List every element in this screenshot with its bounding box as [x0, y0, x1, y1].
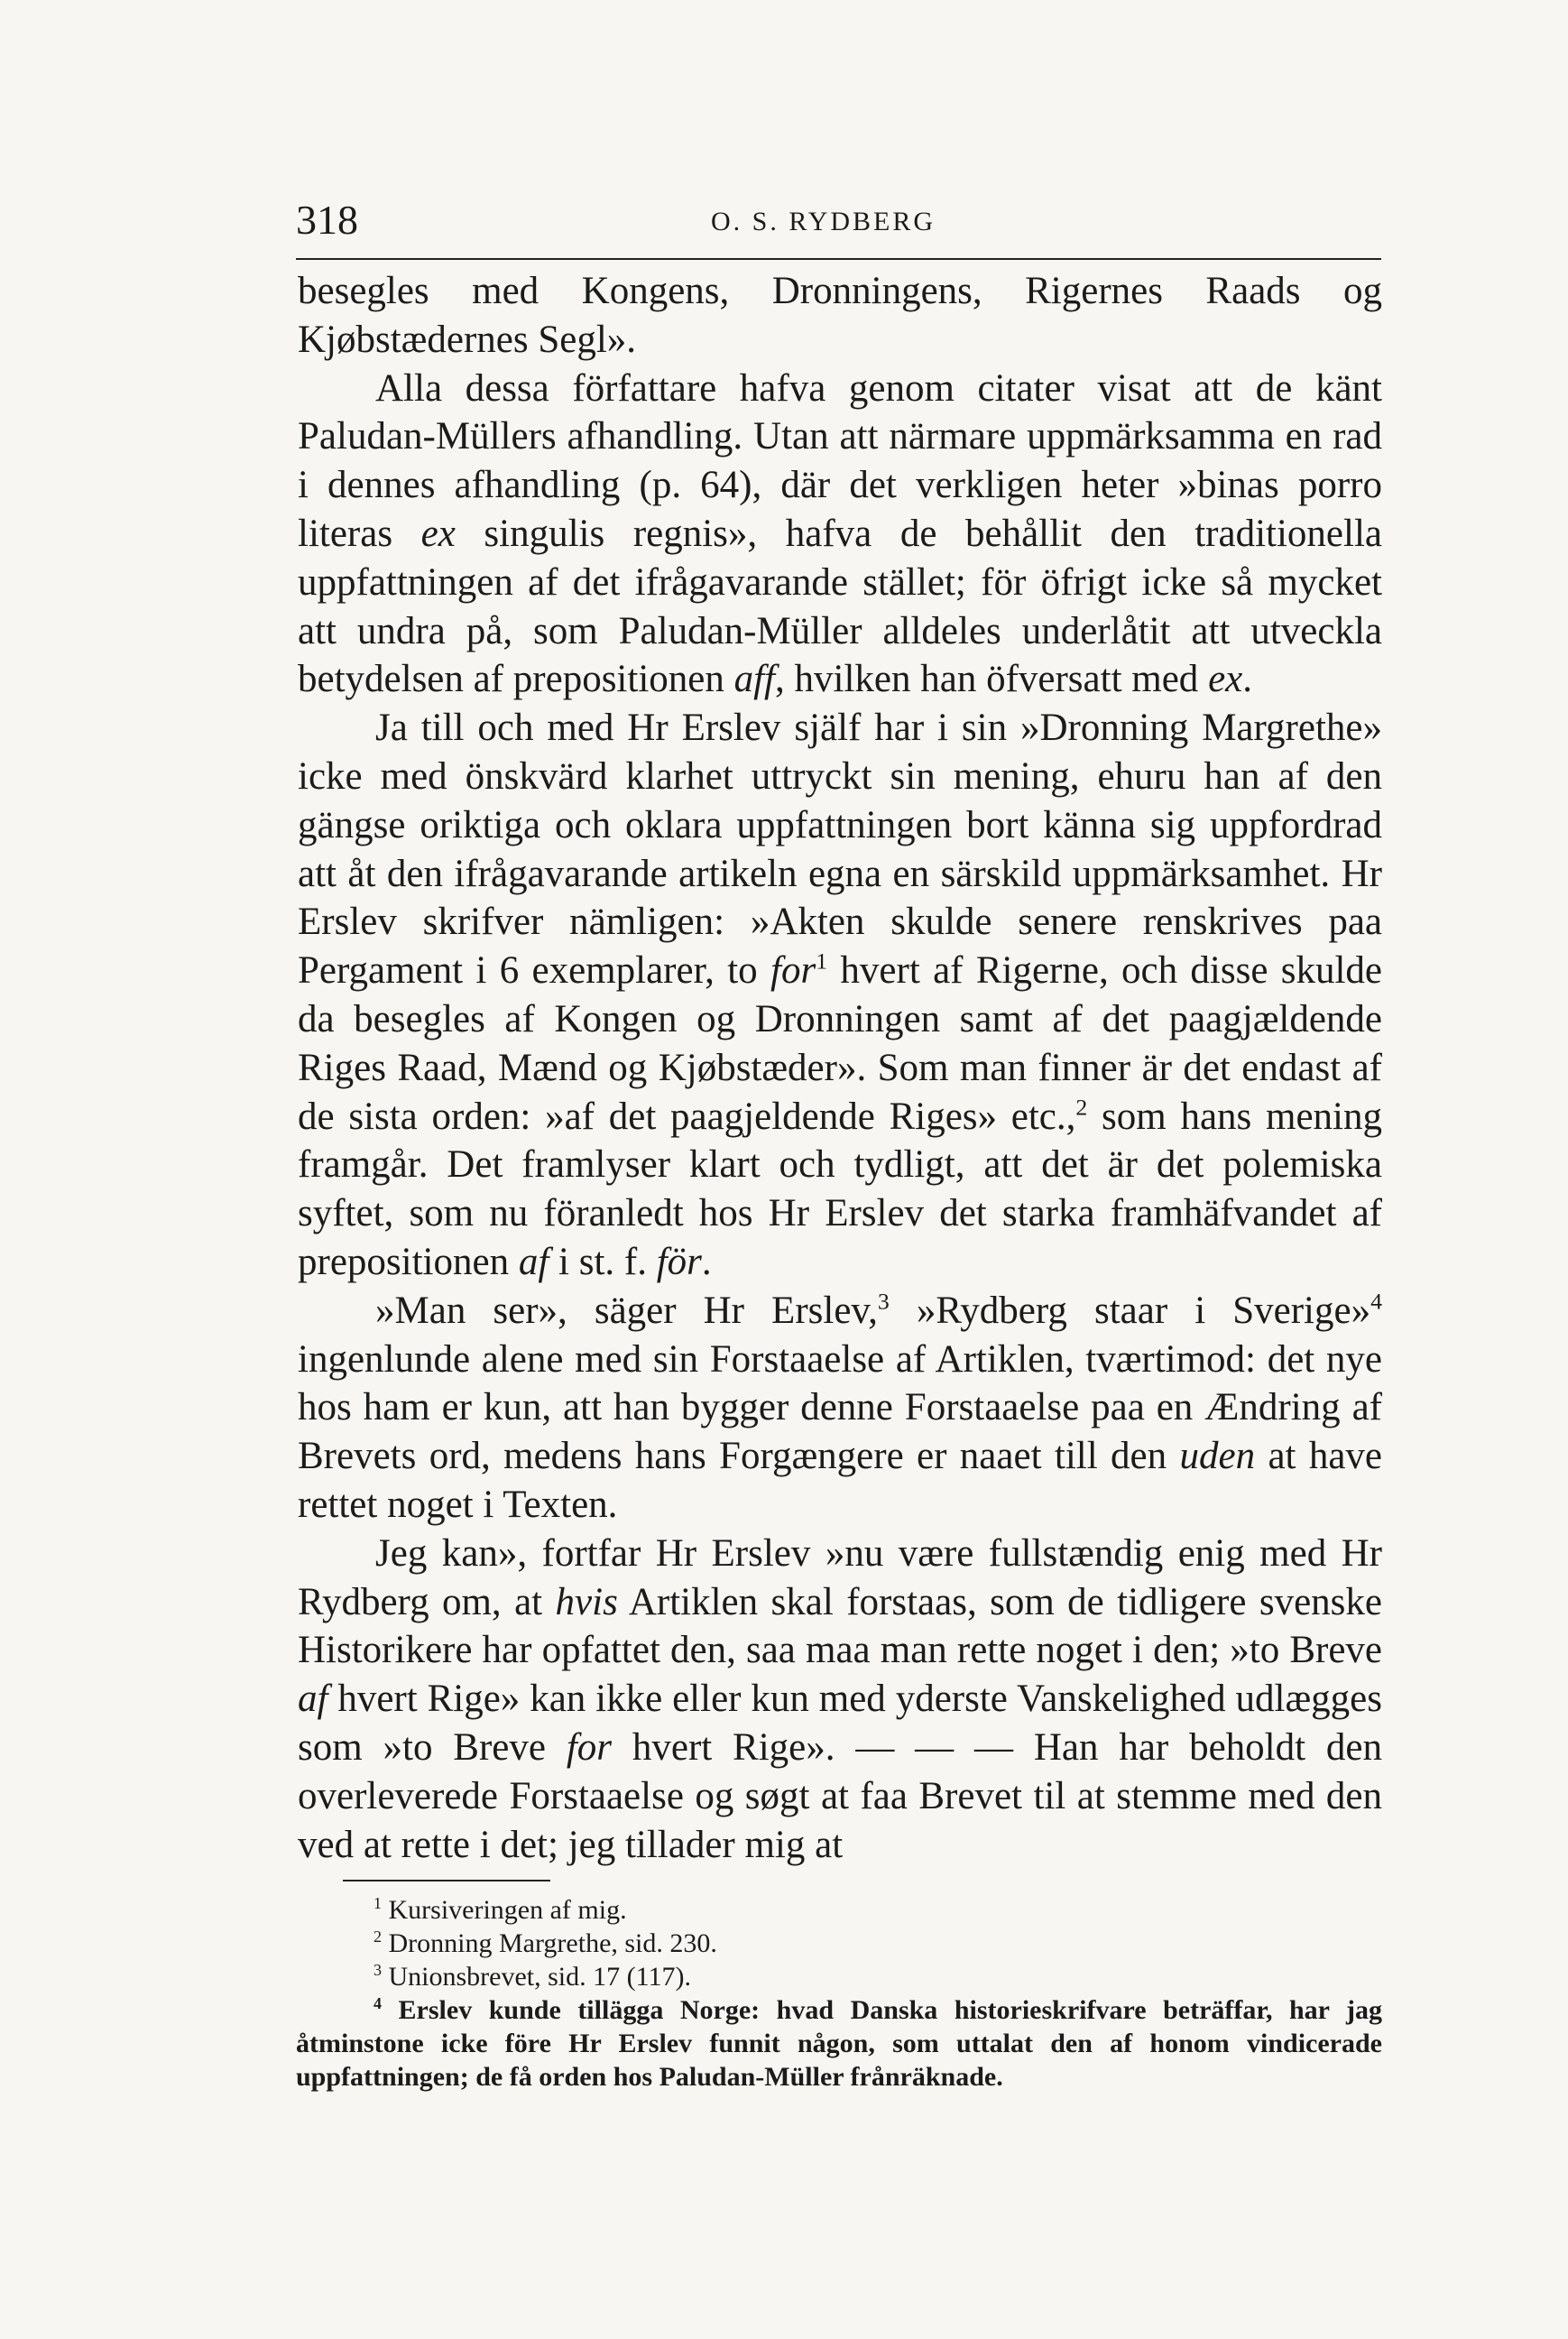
italic-term: for	[770, 949, 816, 993]
paragraph-1	[298, 267, 1382, 365]
text-run: at have rettet noget i Texten.	[298, 1435, 1383, 1526]
text-run: .	[1242, 658, 1252, 701]
footnote-3	[296, 1960, 1382, 1993]
footnote-mark: 2	[374, 1928, 382, 1946]
italic-term: af	[518, 1240, 549, 1283]
text-run: hvert af Rigerne, och disse skulde da besegles af Kongen og Dronningen samt af det paagjældende Riges Raad, Mænd og Kjøbstæder». Som man finner är det endast af de sista orden: »af det paagjeldende Riges» etc.,	[298, 949, 1383, 1138]
page-header	[296, 193, 1379, 247]
footnote-text: Erslev kunde tillägga Norge: hvad Danska historieskrifvare beträffar, har jag åtminstone icke före Hr Erslev funnit någon, som uttalat den af honom vindicerade uppfattningen; de få orden hos Paludan-Müller frånräknade.	[296, 1995, 1382, 2092]
running-head: O. S. RYDBERG	[711, 207, 936, 236]
footnote-text: Kursiveringen af mig.	[382, 1895, 627, 1925]
italic-term: uden	[1179, 1435, 1256, 1478]
text-run: ingenlunde alene med sin Forstaaelse af Artiklen, tværtimod: det nye hos ham er kun, att han bygger denne Forstaaelse paa en Ændring af Brevets ord, medens hans Forgængere er naaet till den	[298, 1337, 1382, 1478]
footnote-rule	[343, 1880, 550, 1881]
body-text	[298, 267, 1382, 1869]
footnote-ref: 1	[816, 948, 828, 975]
italic-term: af	[298, 1678, 328, 1721]
header-rule	[296, 258, 1381, 260]
text-run: besegles med Kongens, Dronningens, Rigernes Raads og Kjøbstædernes Segl».	[298, 270, 1382, 361]
page-number: 318	[296, 197, 358, 243]
text-run: som hans mening framgår. Det framlyser klart och tydligt, att det är det polemiska syftet, som nu föranledt hos Hr Erslev det starka framhäfvandet af prepositionen	[298, 1095, 1382, 1283]
paragraph-3	[298, 704, 1382, 1287]
footnote-4	[296, 1993, 1382, 2094]
footnote-1	[296, 1893, 1382, 1927]
italic-term: ex	[420, 512, 456, 555]
text-run: singulis regnis», hafva de behållit den traditionella uppfattningen af det ifrågavarande stället; för öfrigt icke så mycket att undra på, som Paludan-Müller alldeles underlåtit att utveckla betydelsen af prepositionen	[298, 512, 1382, 701]
text-run: Artiklen skal forstaas, som de tidligere svenske Historikere har opfattet den, saa maa man rette noget i den; »to Breve	[298, 1580, 1382, 1672]
text-run: Ja till och med Hr Erslev själf har i sin »Dronning Margrethe» icke med önskvärd klarhet uttryckt sin mening, ehuru han af den gängse oriktiga och oklara uppfattningen bort känna sig uppfordrad att åt den ifrågavarande artikeln egna en särskild uppmärksamhet. Hr Erslev skrifver nämligen: »Akten skulde senere renskrives paa Pergament i 6 exemplarer, to	[298, 707, 1382, 993]
footnote-ref: 4	[1370, 1288, 1382, 1315]
footnote-text: Dronning Margrethe, sid. 230.	[382, 1928, 717, 1958]
italic-term: ex	[1208, 658, 1243, 701]
text-run: .	[701, 1240, 712, 1283]
footnote-ref: 2	[1075, 1094, 1088, 1121]
italic-term: aff	[733, 658, 776, 701]
paragraph-5	[298, 1530, 1382, 1870]
footnotes	[296, 1893, 1382, 2094]
footnote-text: Unionsbrevet, sid. 17 (117).	[382, 1962, 692, 1992]
paragraph-2	[298, 365, 1382, 705]
text-run: »Man ser», säger Hr Erslev,	[375, 1289, 878, 1332]
italic-term: for	[566, 1725, 613, 1769]
italic-term: hvis	[555, 1580, 618, 1623]
footnote-2	[296, 1927, 1382, 1960]
footnote-mark: 4	[374, 1994, 382, 2012]
text-run: , hvilken han öfversatt med	[775, 658, 1209, 701]
text-run: »Rydberg staar i Sverige»	[889, 1289, 1371, 1332]
text-run: hvert Rige». — — — Han har beholdt den overleverede Forstaaelse og søgt at faa Brevet til at stemme med den ved at rette i det; jeg tillader mig at	[298, 1725, 1382, 1866]
text-run: Jeg kan», fortfar Hr Erslev »nu være fullstændig enig med Hr Rydberg om, at	[298, 1531, 1382, 1623]
text-run: i st. f.	[549, 1240, 657, 1283]
text-run: Alla dessa författare hafva genom citater visat att de känt Paludan-Müllers afhandling. Utan att närmare uppmärksamma en rad i dennes afhandling (p. 64), där det verkligen heter »binas porro literas	[298, 366, 1382, 555]
italic-term: för	[656, 1240, 702, 1283]
text-run: hvert Rige» kan ikke eller kun med yderste Vanskelighed udlægges som »to Breve	[298, 1678, 1382, 1769]
footnote-mark: 3	[374, 1961, 382, 1979]
paragraph-4	[298, 1287, 1382, 1530]
footnote-ref: 3	[877, 1288, 890, 1315]
footnote-mark: 1	[374, 1894, 382, 1912]
